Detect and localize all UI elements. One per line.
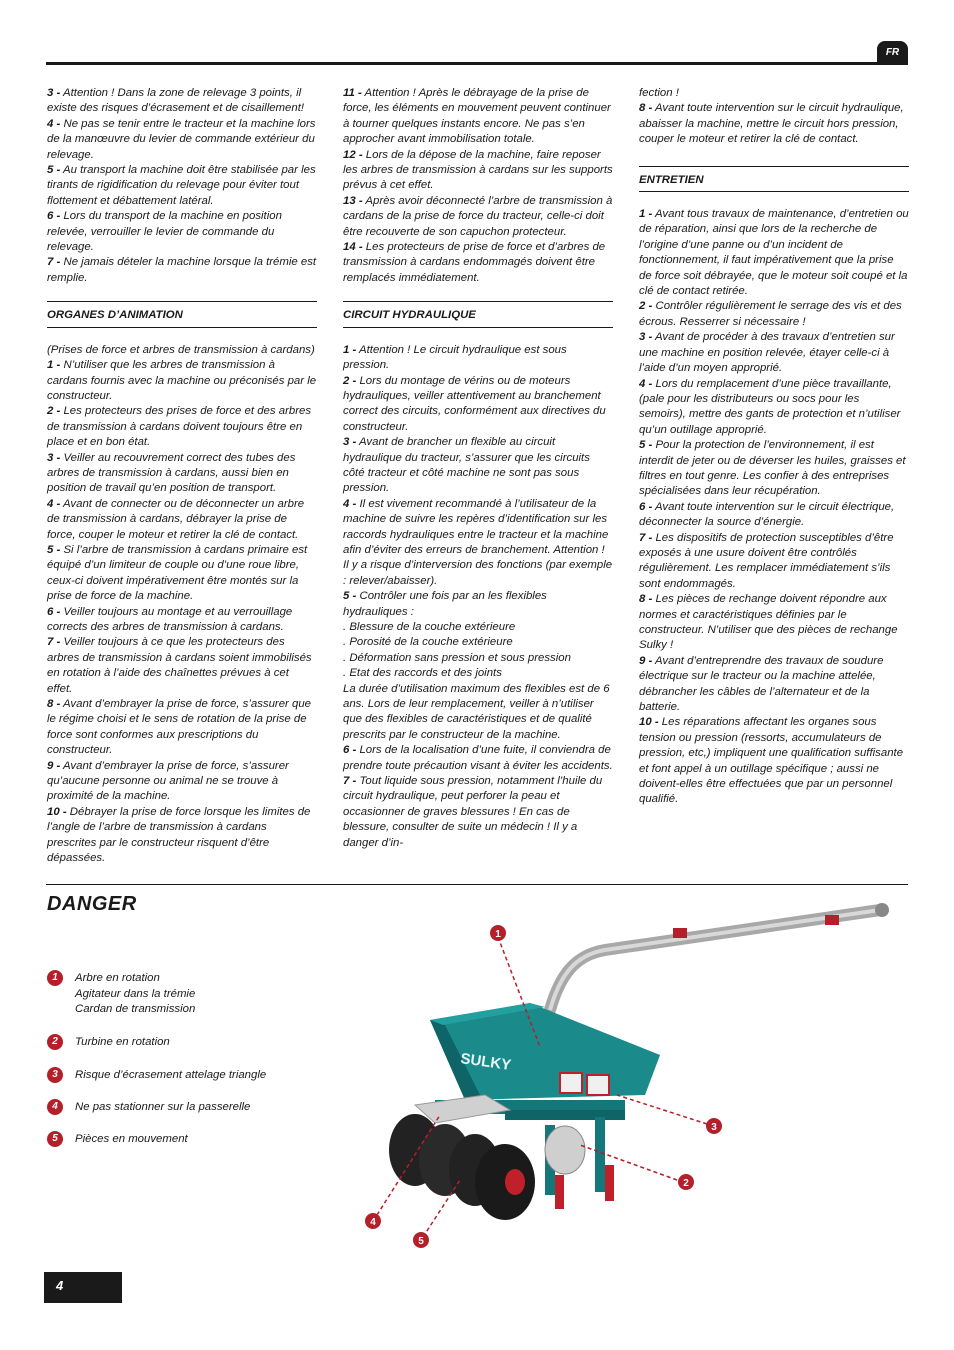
frame-leg: [595, 1117, 605, 1192]
pipe-clamp: [825, 915, 839, 925]
item-number: 2 -: [47, 405, 61, 418]
pipe-end: [875, 903, 889, 917]
numbered-item: [47, 451, 317, 497]
warning-sticker: [587, 1075, 609, 1095]
item-text: Avant d’embrayer la prise de force, s’assurer que le régime choisi et le sens de rotation de la prise de force sont conformes aux prescriptions du constructeur.: [47, 698, 312, 757]
callout-line: [617, 1095, 707, 1124]
item-number: 5 -: [47, 164, 61, 177]
item-number: 2 -: [639, 300, 653, 313]
item-text: Contrôler une fois par an les flexibles hydrauliques :: [343, 590, 547, 618]
item-text: Les pièces de rechange doivent répondre aux normes et caractéristiques définies par le constructeur. N’utiliser que des pièces de rechange Sulky !: [639, 593, 898, 652]
numbered-item: [343, 86, 613, 148]
support-foot: [555, 1175, 564, 1209]
item-number: 3 -: [639, 331, 653, 344]
numbered-item: [639, 592, 909, 654]
numbered-item: [639, 654, 909, 716]
section-title: ENTRETIEN: [639, 173, 704, 186]
numbered-item: [47, 759, 317, 805]
callout-3: [706, 1118, 722, 1134]
numbered-item: [47, 117, 317, 163]
item-text: Pour la protection de l’environnement, il est interdit de jeter ou de déverser les huiles, graisses et filtres en tout genre. Les confier à des entreprises spécialisées dans leur récupération.: [639, 439, 906, 498]
item-text: Ne jamais dételer la machine lorsque la trémie est remplie.: [47, 256, 317, 284]
section-entretien: [639, 166, 909, 192]
numbered-item: [343, 374, 613, 436]
item-number: 5 -: [639, 439, 653, 452]
turbine: [545, 1126, 585, 1174]
numbered-item: [47, 805, 317, 867]
section-divider: [46, 884, 908, 885]
item-text: Veiller toujours à ce que les protecteurs des arbres de transmission à cardans soient immobilisés en rotation à l’aide des chaînettes prévues à cet effet.: [47, 636, 312, 695]
frame-beam: [505, 1110, 625, 1120]
legend-text: Agitateur dans la trémie: [75, 987, 196, 1000]
item-number: 4 -: [47, 117, 61, 130]
section-intro: (Prises de force et arbres de transmission à cardans): [47, 343, 315, 356]
item-number: 1 -: [639, 208, 653, 221]
numbered-item: [47, 697, 317, 759]
legend-text: Pièces en mouvement: [75, 1133, 188, 1145]
item-number: 9 -: [47, 759, 61, 772]
warning-sticker: [560, 1073, 582, 1093]
page-number-box: [44, 1272, 122, 1303]
item-number: 7 -: [639, 531, 653, 544]
numbered-item: [343, 497, 613, 589]
pipe-clamp: [673, 928, 687, 938]
item-text: Les réparations affectant les organes sous tension ou pression (ressorts, accumulateurs de pression, etc,) impliquent une qualification suffisante et font appel à un outillage spécifique ; aussi ne doivent-elles être effectuées que par un personnel qualifié.: [639, 716, 904, 806]
item-number: 7 -: [47, 636, 61, 649]
numbered-item: [47, 404, 317, 450]
item-number: 6 -: [343, 744, 357, 757]
numbered-item: [343, 148, 613, 194]
item-text: Si l’arbre de transmission à cardans primaire est équipé d’un limiteur de couple ou d’une roue libre, ceux-ci doivent impérativement être montés sur la prise de force de la machine.: [47, 543, 308, 603]
numbered-item: [47, 358, 317, 404]
item-number: 1 -: [47, 359, 61, 372]
item-number: 4 -: [47, 497, 61, 510]
numbered-item: [47, 86, 317, 117]
numbered-item: [47, 209, 317, 255]
checklist-item: . Porosité de la couche extérieure: [343, 636, 513, 649]
item-number: 14 -: [343, 241, 363, 254]
callout-2: [678, 1174, 694, 1190]
numbered-item: [47, 635, 317, 697]
legend-text: Risque d’écrasement attelage triangle: [75, 1069, 267, 1081]
item-number: 12 -: [343, 148, 363, 161]
callout-badge: 3: [47, 1067, 63, 1083]
column-3: [639, 86, 909, 808]
callout-badge: 4: [47, 1099, 63, 1115]
callout-label: 3: [711, 1122, 717, 1133]
page-number: 4: [56, 1278, 64, 1293]
support-foot: [605, 1165, 614, 1201]
item-text: Les protecteurs des prises de force et des arbres de transmission à cardans doivent toujours être en place et en bon état.: [47, 405, 312, 449]
numbered-item: [47, 163, 317, 209]
numbered-item: [639, 715, 909, 807]
checklist-item: . Déformation sans pression et sous pression: [343, 651, 571, 664]
callout-1: [490, 925, 506, 941]
checklist-item: . Blessure de la couche extérieure: [343, 621, 516, 633]
item-text: Lors de la localisation d’une fuite, il conviendra de prendre toute précaution visant à éviter les accidents.: [343, 744, 613, 772]
item-text: N’utiliser que les arbres de transmission à cardans fournis avec la machine ou préconisés par le constructeur.: [47, 359, 317, 402]
item-text: Veiller au recouvrement correct des tubes des arbres de transmission à cardans, aussi bien en position de travail qu’en position de transport.: [47, 451, 296, 495]
item-text: Tout liquide sous pression, notamment l’huile du circuit hydraulique, peut perforer la peau et occasionner de graves blessures ! En cas de blessure, consulter de suite un médecin ! Il y a danger d’in-: [343, 775, 603, 849]
checklist-item: . Etat des raccords et des joints: [343, 667, 502, 680]
danger-title: DANGER: [47, 893, 137, 915]
numbered-item: [343, 589, 613, 620]
item-text: Lors de la dépose de la machine, faire reposer les arbres de transmission à cardans sur les supports prévus à cet effet.: [343, 148, 613, 192]
item-number: 6 -: [47, 605, 61, 618]
numbered-item: [47, 543, 317, 605]
numbered-item: [639, 377, 909, 439]
legend-text: Turbine en rotation: [75, 1036, 170, 1048]
item-number: 11 -: [343, 87, 362, 99]
item-number: 7 -: [343, 775, 357, 788]
legend-text: Ne pas stationner sur la passerelle: [75, 1101, 251, 1113]
item-number: 6 -: [47, 210, 61, 223]
numbered-item: [639, 438, 909, 500]
item-number: 5 -: [47, 543, 61, 556]
wheel-hub: [505, 1169, 525, 1195]
item-text: Lors du transport de la machine en position relevée, verrouiller le levier de commande du relevage.: [47, 210, 282, 254]
item-number: 8 -: [639, 593, 653, 606]
section-hydraulique: [343, 301, 613, 327]
item-text: Débrayer la prise de force lorsque les limites de l’angle de l’arbre de transmission à cardans prescrites par le constructeur risquent d’être dépassées.: [47, 805, 311, 865]
callout-badge: 5: [47, 1131, 63, 1147]
item-number: 1 -: [343, 343, 357, 356]
item-number: 5 -: [343, 590, 357, 603]
numbered-item: [47, 255, 317, 286]
callout-badge: 1: [47, 970, 63, 986]
top-rule: [46, 62, 908, 65]
item-text: Avant de brancher un flexible au circuit hydraulique du tracteur, s’assurer que les circuits côté tracteur et côté machine ne sont pas sous pression.: [343, 436, 590, 495]
language-tab: FR: [877, 41, 908, 65]
numbered-item: [47, 605, 317, 636]
item-number: 2 -: [343, 374, 357, 387]
callout-line: [580, 1145, 677, 1180]
section-title: CIRCUIT HYDRAULIQUE: [343, 309, 476, 322]
item-text: Attention ! Après le débrayage de la prise de force, les éléments en mouvement peuvent continuer à tourner quelques instants encore. Ne pas s’en approcher avant immobilisation totale.: [343, 87, 611, 146]
item-number: 4 -: [639, 377, 653, 390]
numbered-item: [343, 194, 613, 240]
numbered-item: [343, 240, 613, 286]
callout-5: [413, 1232, 429, 1248]
column-2: [343, 86, 613, 851]
legend-text: Arbre en rotation: [75, 972, 160, 984]
item-text: Au transport la machine doit être stabilisée par les tirants de rigidification du relevage pour éviter tout flottement et débattement latéral.: [47, 164, 316, 207]
item-number: 6 -: [639, 500, 653, 513]
item-text: Contrôler régulièrement le serrage des vis et des écrous. Resserrer si nécessaire !: [639, 300, 902, 328]
callout-4: [365, 1213, 381, 1229]
numbered-item: [639, 500, 909, 531]
item-text: Veiller toujours au montage et au verrouillage corrects des arbres de transmission à cardans.: [47, 605, 293, 633]
legend-text: Cardan de transmission: [75, 1003, 196, 1016]
numbered-item: [343, 743, 613, 774]
numbered-item: [343, 435, 613, 497]
machine-illustration: [355, 895, 900, 1255]
item-number: 8 -: [639, 102, 653, 115]
item-number: 4 -: [343, 497, 357, 510]
column-1: [47, 86, 317, 867]
numbered-item: [639, 101, 909, 147]
numbered-item: [343, 774, 613, 851]
item-number: 10 -: [639, 716, 659, 729]
item-number: 3 -: [343, 436, 357, 449]
callout-label: 5: [418, 1236, 424, 1247]
numbered-item: [639, 207, 909, 299]
numbered-item: [47, 497, 317, 543]
item-text: Après avoir déconnecté l’arbre de transmission à cardans de la prise de force du tracteur, celle-ci doit être recouverte de son capuchon protecteur.: [343, 194, 613, 238]
item-text: Les dispositifs de protection susceptibles d’être exposés à une usure doivent être contrôlés régulièrement. Les remplacer immédiatement s’ils sont endommagés.: [639, 531, 894, 590]
section-title: ORGANES D’ANIMATION: [47, 309, 183, 322]
item-text: Avant de connecter ou de déconnecter un arbre de transmission à cardans, débrayer la prise de force, couper le moteur et retirer la clé de contact.: [47, 497, 305, 541]
paragraph: La durée d’utilisation maximum des flexibles est de 6 ans. Lors de leur remplacement, veiller à n’utiliser que des flexibles de caractéristiques et de qualité prescrits par le constructeur de la machine.: [343, 682, 610, 741]
callout-label: 4: [370, 1217, 376, 1228]
numbered-item: [639, 299, 909, 330]
item-text: Ne pas se tenir entre le tracteur et la machine lors de la manœuvre du levier de commande extérieur du relevage.: [47, 117, 316, 161]
item-text: Avant toute intervention sur le circuit hydraulique, abaisser la machine, mettre le circuit hors pression, couper le moteur et retirer la clé de contact.: [639, 102, 904, 146]
brand-logo: SULKY: [459, 1050, 513, 1075]
numbered-item: [639, 531, 909, 593]
item-number: 13 -: [343, 194, 363, 207]
item-text: Avant toute intervention sur le circuit électrique, déconnecter la source d’énergie.: [639, 500, 895, 529]
item-number: 9 -: [639, 654, 653, 667]
section-organes: [47, 301, 317, 327]
item-number: 3 -: [47, 87, 61, 99]
callout-label: 2: [683, 1178, 689, 1189]
walkway: [415, 1095, 510, 1123]
item-text: Avant d’entreprendre des travaux de soudure électrique sur le tracteur ou la machine attelée, débrancher les câbles de l’alternateur et de la batterie.: [639, 654, 884, 714]
item-number: 8 -: [47, 698, 61, 711]
item-text: Avant tous travaux de maintenance, d’entretien ou de réparation, ainsi que lors de la recherche de l’origine d’une panne ou d’un incident de fonctionnement, il faut impérativement que la prise de force soit débrayée, que le moteur soit coupé et la clé de contact retirée.: [639, 208, 909, 298]
item-text: Lors du montage de vérins ou de moteurs hydrauliques, veiller attentivement au branchement correct des circuits, conformément aux directives du constructeur.: [343, 374, 606, 433]
item-text: Attention ! Le circuit hydraulique est sous pression.: [343, 343, 567, 372]
item-number: 10 -: [47, 805, 67, 818]
item-number: 7 -: [47, 256, 61, 269]
item-text: Avant de procéder à des travaux d’entretien sur une machine en position relevée, étayer celle-ci à l’aide d’un moyen approprié.: [639, 331, 895, 375]
callout-badge: 2: [47, 1034, 63, 1050]
item-text: Attention ! Dans la zone de relevage 3 points, il existe des risques d’écrasement et de cisaillement!: [47, 87, 305, 115]
numbered-item: [343, 343, 613, 374]
paragraph: fection !: [639, 87, 679, 99]
numbered-item: [639, 330, 909, 376]
item-text: Avant d’embrayer la prise de force, s’assurer qu’aucune personne ou animal ne se trouve à proximité de la machine.: [47, 759, 289, 803]
item-text: Il est vivement recommandé à l’utilisateur de la machine de suivre les repères d’identification sur les raccords hydrauliques entre le tracteur et la machine afin d’éviter des erreurs de branchement. Attention ! Il y a risque d’interversion des fonctions (par exemple : relever/abaisser).: [343, 497, 613, 587]
callout-label: 1: [495, 929, 501, 940]
item-number: 3 -: [47, 451, 61, 464]
item-text: Lors du remplacement d’une pièce travaillante, (pale pour les distributeurs ou socs pour les semoirs), mettre des gants de protection et n’utiliser qu’un outillage approprié.: [639, 377, 901, 436]
item-text: Les protecteurs de prise de force et d’arbres de transmission à cardans endommagés doivent être remplacés immédiatement.: [343, 241, 606, 284]
